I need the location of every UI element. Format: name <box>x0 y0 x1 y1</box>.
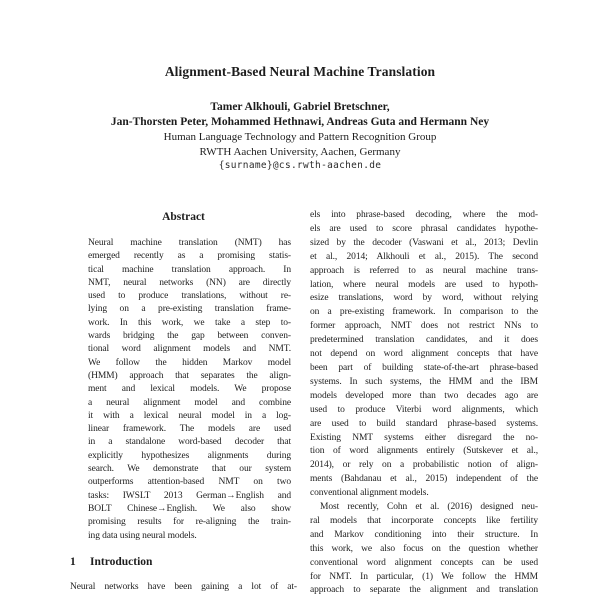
section-title: Introduction <box>90 556 153 568</box>
text-line: sized by the decoder (Vaswani et al., 2013; Devlin <box>310 237 538 248</box>
text-line: lying on a pre-existing translation frame- <box>88 304 291 315</box>
paper-title: Alignment-Based Neural Machine Translation <box>164 64 436 79</box>
right-column-paragraph-2 <box>310 501 538 598</box>
affiliation: Human Language Technology and Pattern Recognition Group <box>163 131 437 143</box>
abstract-text <box>88 237 291 543</box>
section-heading-introduction <box>70 556 297 568</box>
text-line: conventional word alignment concepts can be used <box>310 557 538 568</box>
text-line: BOLT Chinese→English. We also show <box>88 503 291 514</box>
contact-email: {surname}@cs.rwth-aachen.de <box>218 160 382 171</box>
authors-line-1: Tamer Alkhouli, Gabriel Bretschner, <box>210 101 390 113</box>
text-line: systems. In such systems, the HMM and the IBM <box>310 376 538 387</box>
text-line: predetermined translation candidates, and it does <box>310 335 538 346</box>
text-line: tion of word alignments entirely (Sutskever et al., <box>310 446 538 457</box>
text-line: ment and lexical models. We propose <box>88 384 291 395</box>
text-line: it with a lexical neural model in a log- <box>88 410 291 421</box>
text-line: in a standalone word-based decoder that <box>88 437 291 448</box>
text-line: models developed more than two decades ago are <box>310 390 538 401</box>
text-line: approach is referred to as neural machine trans- <box>310 265 538 276</box>
university: RWTH Aachen University, Aachen, Germany <box>199 145 401 158</box>
text-line: this work, we also focus on the question whether <box>310 543 538 554</box>
text-line: Existing NMT systems either disregard the no- <box>310 432 538 443</box>
text-line: (HMM) approach that separates the align- <box>88 370 291 381</box>
text-line: tasks: IWSLT 2013 German→English and <box>88 490 291 501</box>
text-line: explicitly hypothesizes alignments during <box>88 450 291 461</box>
text-line: promising results for re-aligning the train- <box>88 517 291 528</box>
abstract-heading: Abstract <box>162 211 205 223</box>
text-line: wards bridging the gap between conven- <box>88 331 291 342</box>
text-line: Neural machine translation (NMT) has <box>88 238 291 248</box>
text-line: for NMT. In particular, (1) We follow the HMM <box>310 571 538 582</box>
text-line: former approach, NMT does not restrict NNs to <box>310 321 538 332</box>
text-line: not depend on word alignment concepts that have <box>310 349 538 360</box>
text-line: esize translations, word by word, without relying <box>310 293 538 304</box>
text-line: et al., 2014; Alkhouli et al., 2015). The second <box>310 251 538 262</box>
text-line: tical machine translation approach. In <box>88 264 291 275</box>
text-line: ments (Bahdanau et al., 2015) independent of the <box>310 474 538 485</box>
text-line: ral models that incorporate concepts like fertility <box>310 515 538 526</box>
right-column-paragraph-1 <box>310 209 538 501</box>
text-line: Neural networks have been gaining a lot of at- <box>70 582 297 592</box>
text-line: been part of building state-of-the-art phrase-based <box>310 362 538 373</box>
text-line: conventional alignment models. <box>310 488 429 499</box>
text-line: els are used to score phrasal candidates hypothe- <box>310 223 538 234</box>
right-column <box>310 209 538 598</box>
text-line: lation, where neural models are used to hypoth- <box>310 279 538 290</box>
text-line: linear framework. The models are used <box>88 424 291 435</box>
authors-line-2: Jan-Thorsten Peter, Mohammed Hethnawi, Andreas Guta and Hermann Ney <box>110 116 490 128</box>
section-number: 1 <box>70 556 76 568</box>
text-line: used to produce Viterbi word alignments, which <box>310 404 538 415</box>
text-line: on a pre-existing framework. In comparison to the <box>310 307 538 318</box>
text-line: Most recently, Cohn et al. (2016) designed neu- <box>320 502 538 513</box>
introduction-text <box>70 581 297 594</box>
text-line: NMT, neural networks (NN) are directly <box>88 277 291 288</box>
text-line: are used to build standard phrase-based systems. <box>310 418 538 429</box>
text-line: used to produce translations, without re- <box>88 291 291 302</box>
text-line: work. In this work, we take a step to- <box>88 317 291 328</box>
authors-block <box>0 100 600 173</box>
text-line: outperforms attention-based NMT on two <box>88 477 291 488</box>
text-line: a neural alignment model and combine <box>88 397 291 408</box>
text-line: search. We demonstrate that our system <box>88 464 291 475</box>
text-line: approach to separate the alignment and translation <box>310 585 538 596</box>
text-line: 2014), or rely on a probabilistic notion of align- <box>310 460 538 471</box>
text-line: emerged recently as a promising statis- <box>88 251 291 262</box>
text-line: and Markov conditioning into their structure. In <box>310 529 538 540</box>
text-line: ing data using neural models. <box>88 530 197 541</box>
text-line: We follow the hidden Markov model <box>88 357 291 368</box>
text-line: els into phrase-based decoding, where the mod- <box>310 210 538 220</box>
text-line: tional word alignment models and NMT. <box>88 344 291 355</box>
